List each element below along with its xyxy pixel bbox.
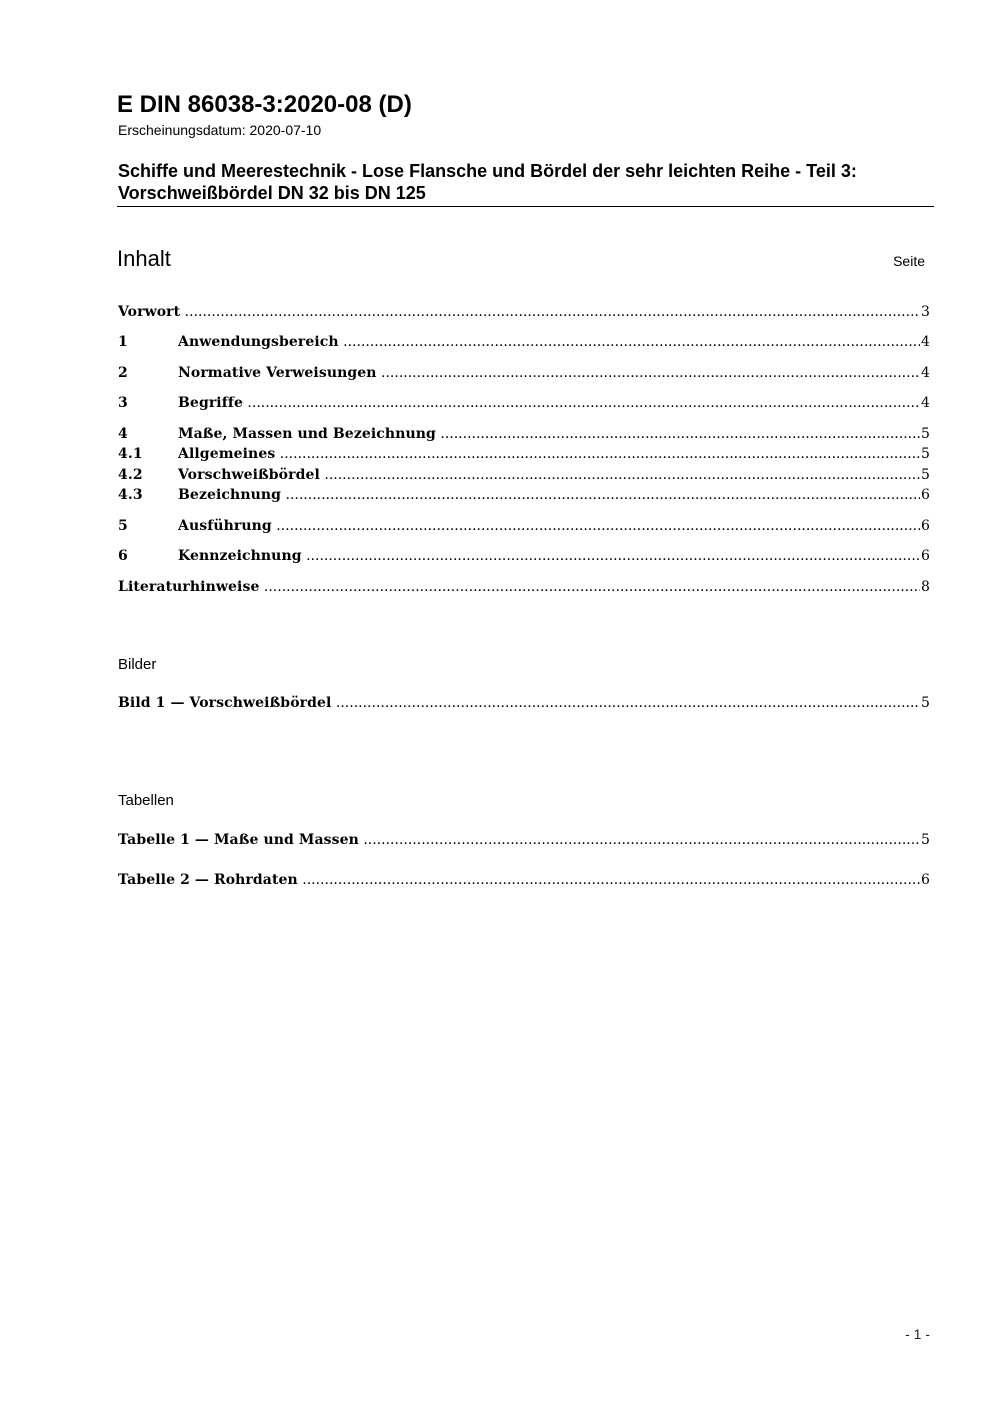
toc-heading: Inhalt [117, 246, 171, 271]
toc-entry-text: Kennzeichnung ..... [178, 546, 920, 566]
table-entry-text: Tabelle 1 — Maße und Massen ..... [118, 830, 920, 850]
page-column-label: Seite [893, 253, 925, 269]
figure-entry-text: Bild 1 — Vorschweißbördel ..... [118, 693, 920, 713]
document-title: Schiffe und Meerestechnik - Lose Flansche und Bördel der sehr leichten Reihe - Teil 3: Vorschweißbördel DN 32 bis DN 125 [118, 161, 857, 203]
toc-entry-text: Anwendungsbereich ..... [178, 332, 920, 352]
toc-entry-number: 2 [118, 365, 128, 381]
toc-entry-4-2[interactable] [118, 465, 930, 485]
toc-entry-page: 5 [920, 446, 930, 462]
publication-date: Erscheinungsdatum: 2020-07-10 [118, 122, 322, 138]
table-entry-2[interactable] [118, 870, 930, 890]
toc-entry-text: Begriffe ..... [178, 393, 920, 413]
toc-entry-number: 5 [118, 518, 128, 534]
toc-entry-4-1[interactable] [118, 444, 930, 464]
toc-entry-text: Vorschweißbördel ..... [178, 465, 920, 485]
figure-entry-page: 5 [920, 695, 930, 711]
toc-entry-text: Bezeichnung ..... [178, 485, 920, 505]
toc-entry-page: 5 [920, 467, 930, 483]
toc-entry-text: Maße, Massen und Bezeichnung ..... [178, 424, 920, 444]
toc-entry-4[interactable] [118, 424, 930, 444]
toc-entry-page: 4 [920, 395, 930, 411]
toc-entry-page: 5 [920, 426, 930, 442]
page-number: - 1 - [905, 1326, 930, 1342]
toc-entry-2[interactable] [118, 363, 930, 383]
toc-entry-text: Literaturhinweise ..... [118, 577, 920, 597]
figure-entry-1[interactable] [118, 693, 930, 713]
document-id: E DIN 86038-3:2020-08 (D) [117, 91, 412, 118]
toc-entry-number: 3 [118, 395, 128, 411]
toc-entry-number: 4.2 [118, 467, 143, 483]
toc-entry-number: 1 [118, 334, 128, 350]
toc-entry-literaturhinweise[interactable] [118, 577, 930, 597]
table-entry-page: 5 [920, 832, 930, 848]
toc-entry-6[interactable] [118, 546, 930, 566]
toc-entry-3[interactable] [118, 393, 930, 413]
toc-entry-4-3[interactable] [118, 485, 930, 505]
figures-heading: Bilder [118, 656, 157, 673]
toc-entry-page: 6 [920, 548, 930, 564]
toc-entry-text: Vorwort ..... [118, 302, 920, 322]
toc-entry-page: 3 [920, 304, 930, 320]
toc-entry-number: 4 [118, 426, 128, 442]
toc-entry-text: Allgemeines ..... [178, 444, 920, 464]
toc-entry-page: 6 [920, 518, 930, 534]
table-entry-page: 6 [920, 872, 930, 888]
toc-entry-text: Normative Verweisungen ..... [178, 363, 920, 383]
tables-heading: Tabellen [118, 792, 174, 809]
toc-entry-page: 4 [920, 365, 930, 381]
toc-entry-page: 6 [920, 487, 930, 503]
toc-entry-text: Ausführung ..... [178, 516, 920, 536]
toc-entry-number: 4.3 [118, 487, 143, 503]
toc-entry-5[interactable] [118, 516, 930, 536]
toc-entry-page: 4 [920, 334, 930, 350]
table-entry-text: Tabelle 2 — Rohrdaten ..... [118, 870, 920, 890]
toc-entry-number: 4.1 [118, 446, 143, 462]
title-divider [117, 206, 934, 207]
table-entry-1[interactable] [118, 830, 930, 850]
toc-entry-number: 6 [118, 548, 128, 564]
toc-entry-vorwort[interactable] [118, 302, 930, 322]
toc-entry-1[interactable] [118, 332, 930, 352]
toc-entry-page: 8 [920, 579, 930, 595]
